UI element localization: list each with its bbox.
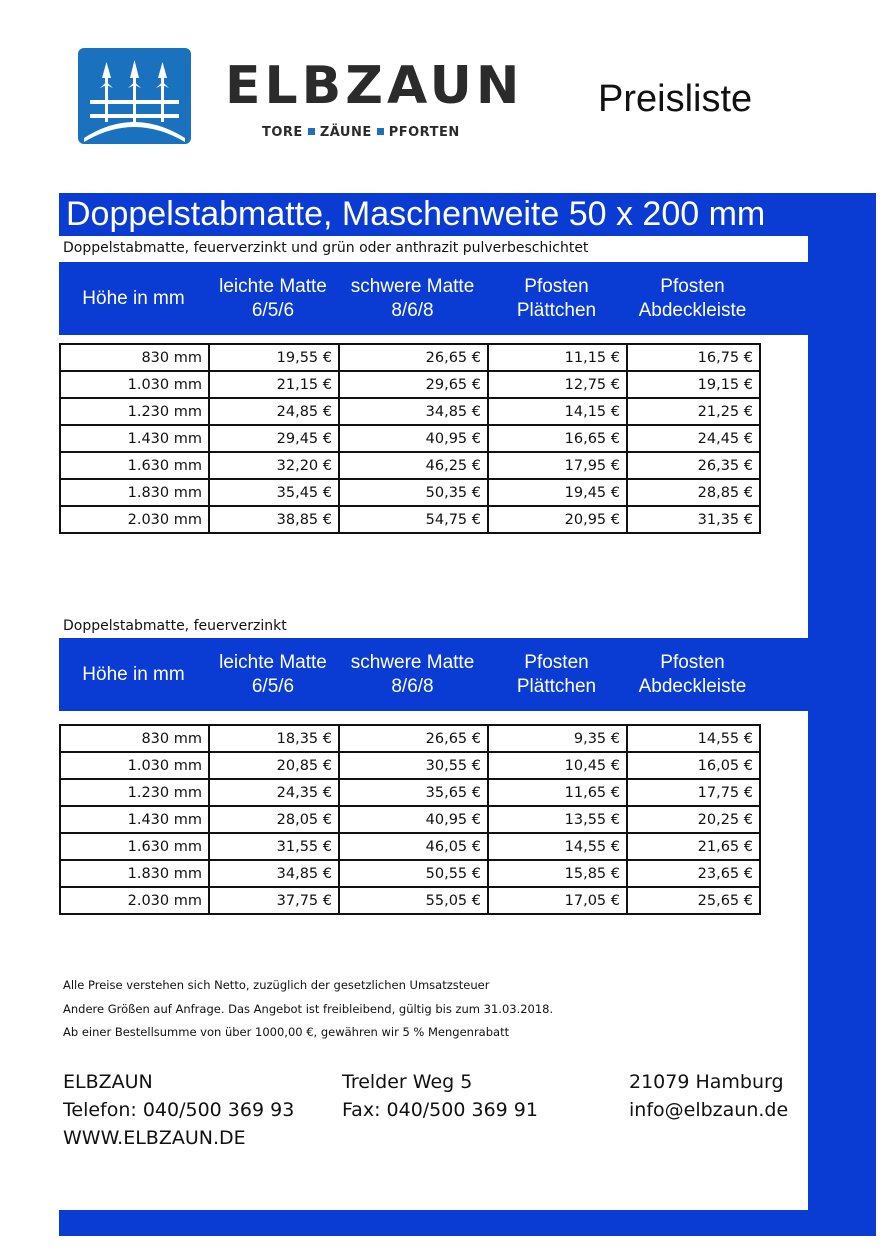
height-cell: 1.830 mm (60, 479, 209, 506)
price-cell: 55,05 € (339, 887, 488, 914)
price-cell: 28,85 € (627, 479, 760, 506)
price-cell: 23,65 € (627, 860, 760, 887)
table-row (60, 479, 760, 506)
price-cell: 40,95 € (339, 806, 488, 833)
price-cell: 13,55 € (488, 806, 627, 833)
height-cell: 830 mm (60, 344, 209, 371)
table-row (60, 452, 760, 479)
table-row (60, 860, 760, 887)
table-subtitle: Doppelstabmatte, feuerverzinkt und grün oder anthrazit pulverbeschichtet (63, 240, 589, 256)
price-cell: 38,85 € (209, 506, 339, 533)
height-cell: 1.230 mm (60, 398, 209, 425)
price-cell: 24,45 € (627, 425, 760, 452)
price-cell: 54,75 € (339, 506, 488, 533)
height-cell: 1.830 mm (60, 860, 209, 887)
note-line: Ab einer Bestellsumme von über 1000,00 €, gewähren wir 5 % Mengenrabatt (63, 1025, 510, 1039)
column-header-light-mat: leichte Matte 6/5/6 (219, 275, 327, 321)
table-row (60, 425, 760, 452)
price-cell: 34,85 € (209, 860, 339, 887)
price-cell: 21,25 € (627, 398, 760, 425)
price-cell: 31,35 € (627, 506, 760, 533)
contact-column-city (629, 1068, 788, 1124)
price-cell: 12,75 € (488, 371, 627, 398)
table-row (60, 725, 760, 752)
column-header-post-cover: Pfosten Abdeckleiste (638, 651, 747, 697)
price-cell: 24,35 € (209, 779, 339, 806)
tagline-item: TORE (262, 125, 303, 140)
price-cell: 32,20 € (209, 452, 339, 479)
price-cell: 16,65 € (488, 425, 627, 452)
price-cell: 26,65 € (339, 725, 488, 752)
price-cell: 30,55 € (339, 752, 488, 779)
table-row (60, 806, 760, 833)
height-cell: 1.630 mm (60, 452, 209, 479)
table-row (60, 506, 760, 533)
website-link[interactable]: WWW.ELBZAUN.DE (63, 1127, 246, 1149)
price-cell: 17,95 € (488, 452, 627, 479)
price-table (59, 724, 761, 915)
note-line: Alle Preise verstehen sich Netto, zuzüglich der gesetzlichen Umsatzsteuer (63, 978, 490, 992)
fence-logo-icon (78, 48, 191, 144)
square-bullet-icon (377, 128, 384, 135)
price-cell: 21,15 € (209, 371, 339, 398)
column-header-height: Höhe in mm (82, 663, 185, 685)
price-cell: 35,45 € (209, 479, 339, 506)
price-cell: 14,55 € (627, 725, 760, 752)
price-cell: 10,45 € (488, 752, 627, 779)
column-header-post-plate: Pfosten Plättchen (516, 275, 597, 321)
price-cell: 35,65 € (339, 779, 488, 806)
price-cell: 46,25 € (339, 452, 488, 479)
contact-column-company (63, 1068, 294, 1152)
price-cell: 16,75 € (627, 344, 760, 371)
tagline-item: PFORTEN (388, 125, 460, 140)
price-cell: 26,35 € (627, 452, 760, 479)
product-title: Doppelstabmatte, Maschenweite 50 x 200 mm (66, 195, 766, 233)
price-table (59, 343, 761, 534)
height-cell: 1.430 mm (60, 806, 209, 833)
price-cell: 31,55 € (209, 833, 339, 860)
price-cell: 25,65 € (627, 887, 760, 914)
city: 21079 Hamburg (629, 1071, 784, 1093)
price-cell: 20,85 € (209, 752, 339, 779)
height-cell: 1.630 mm (60, 833, 209, 860)
table-row (60, 398, 760, 425)
table-row (60, 887, 760, 914)
price-cell: 28,05 € (209, 806, 339, 833)
column-header-heavy-mat: schwere Matte 8/6/8 (350, 275, 475, 321)
column-header-heavy-mat: schwere Matte 8/6/8 (350, 651, 475, 697)
table-row (60, 833, 760, 860)
tagline-item: ZÄUNE (319, 125, 372, 140)
price-cell: 9,35 € (488, 725, 627, 752)
height-cell: 1.230 mm (60, 779, 209, 806)
table-subtitle: Doppelstabmatte, feuerverzinkt (63, 618, 287, 634)
price-cell: 29,45 € (209, 425, 339, 452)
fax-number: Fax: 040/500 369 91 (342, 1099, 538, 1121)
price-cell: 37,75 € (209, 887, 339, 914)
price-cell: 21,65 € (627, 833, 760, 860)
terms-notes (63, 974, 553, 1045)
column-header-height: Höhe in mm (82, 287, 185, 309)
price-cell: 34,85 € (339, 398, 488, 425)
price-cell: 29,65 € (339, 371, 488, 398)
column-header-post-plate: Pfosten Plättchen (516, 651, 597, 697)
street-address: Trelder Weg 5 (342, 1071, 473, 1093)
height-cell: 2.030 mm (60, 887, 209, 914)
price-cell: 19,45 € (488, 479, 627, 506)
price-cell: 11,15 € (488, 344, 627, 371)
price-cell: 26,65 € (339, 344, 488, 371)
table-header (59, 638, 808, 711)
right-blue-band (808, 193, 876, 1236)
column-header-light-mat: leichte Matte 6/5/6 (219, 651, 327, 697)
email-link[interactable]: info@elbzaun.de (629, 1099, 789, 1121)
price-cell: 17,05 € (488, 887, 627, 914)
price-cell: 50,55 € (339, 860, 488, 887)
price-cell: 20,95 € (488, 506, 627, 533)
price-cell: 46,05 € (339, 833, 488, 860)
height-cell: 1.430 mm (60, 425, 209, 452)
table-row (60, 752, 760, 779)
table-row (60, 371, 760, 398)
phone-number: Telefon: 040/500 369 93 (63, 1099, 295, 1121)
bottom-blue-band (59, 1210, 876, 1236)
price-cell: 17,75 € (627, 779, 760, 806)
price-cell: 18,35 € (209, 725, 339, 752)
height-cell: 830 mm (60, 725, 209, 752)
contact-column-address (342, 1068, 538, 1124)
price-cell: 19,55 € (209, 344, 339, 371)
column-header-post-cover: Pfosten Abdeckleiste (638, 275, 747, 321)
table-header (59, 262, 808, 335)
price-cell: 19,15 € (627, 371, 760, 398)
price-cell: 15,85 € (488, 860, 627, 887)
company-name: ELBZAUN (63, 1071, 153, 1093)
note-line: Andere Größen auf Anfrage. Das Angebot ist freibleibend, gültig bis zum 31.03.2018. (63, 1001, 554, 1016)
price-cell: 14,15 € (488, 398, 627, 425)
table-row (60, 344, 760, 371)
height-cell: 2.030 mm (60, 506, 209, 533)
price-cell: 14,55 € (488, 833, 627, 860)
price-cell: 20,25 € (627, 806, 760, 833)
height-cell: 1.030 mm (60, 752, 209, 779)
brand-name: ELBZAUN (225, 56, 524, 116)
height-cell: 1.030 mm (60, 371, 209, 398)
price-cell: 40,95 € (339, 425, 488, 452)
table-row (60, 779, 760, 806)
document-title: Preisliste (598, 78, 753, 120)
price-cell: 11,65 € (488, 779, 627, 806)
price-cell: 16,05 € (627, 752, 760, 779)
brand-tagline (262, 125, 460, 140)
square-bullet-icon (308, 128, 315, 135)
price-cell: 24,85 € (209, 398, 339, 425)
price-cell: 50,35 € (339, 479, 488, 506)
